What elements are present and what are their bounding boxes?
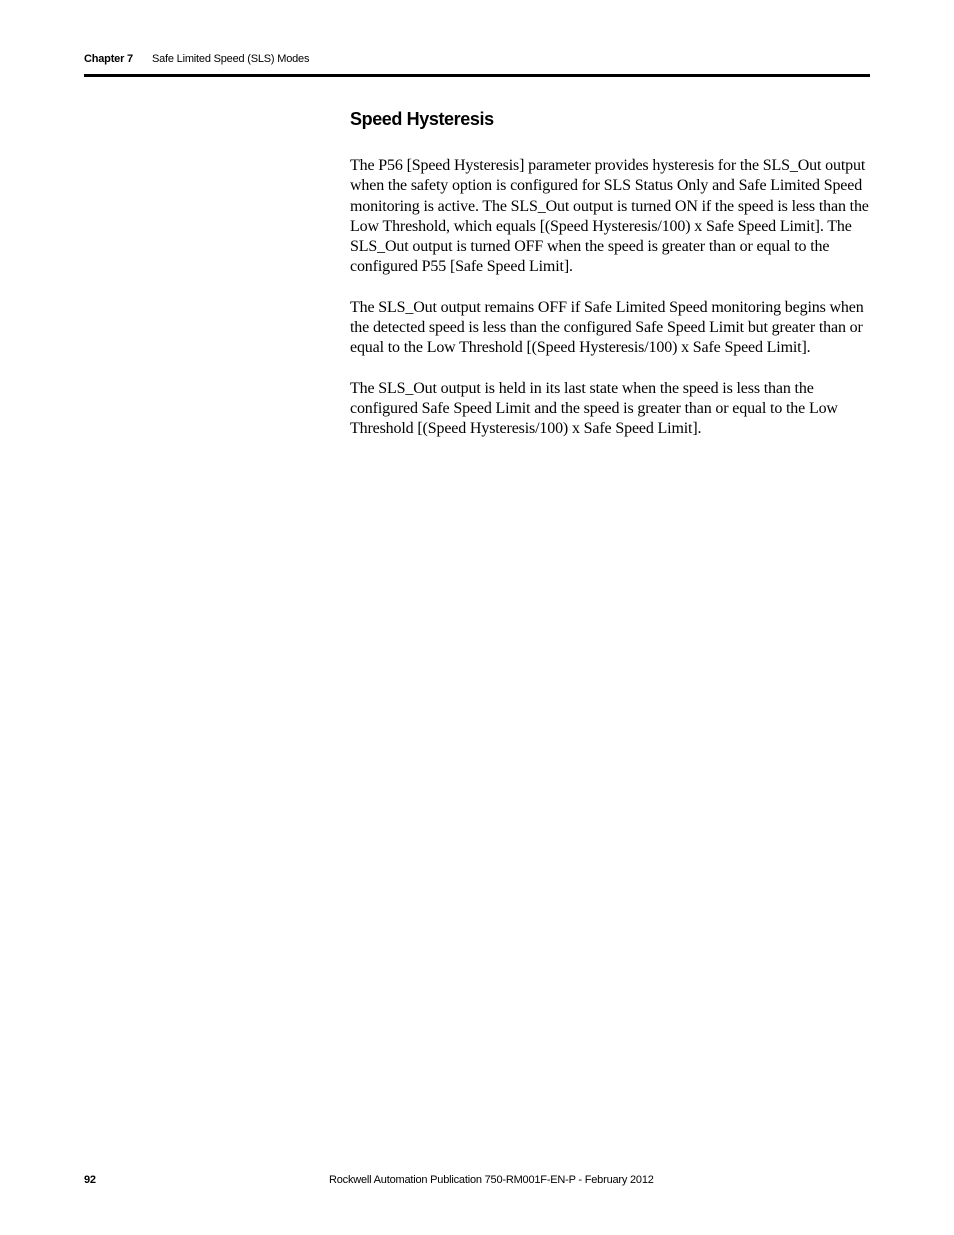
paragraph-output-held: The SLS_Out output is held in its last state when the speed is less than the configured Safe Speed Limit and the speed is greater than or equal to the Low Threshold [(Speed Hysteresis/100) x Safe Speed Limit]. [350,379,838,438]
publication-info: Rockwell Automation Publication 750-RM001F-EN-P - February 2012 [329,1174,654,1186]
chapter-label: Chapter 7 [84,53,133,65]
running-header [84,53,870,69]
header-rule [84,74,870,77]
section-heading: Speed Hysteresis [350,109,494,129]
paragraph-hysteresis-description: The P56 [Speed Hysteresis] parameter provides hysteresis for the SLS_Out output when the safety option is configured for SLS Status Only and Safe Limited Speed monitoring is active. The SLS_Out output is turned ON if the speed is less than the Low Threshold, which equals [(Speed Hysteresis/100) x Safe Speed Limit]. The SLS_Out output is turned OFF when the speed is greater than or equal to the configured P55 [Safe Speed Limit]. [350,157,869,276]
page-number: 92 [84,1174,96,1186]
paragraph-output-remains-off: The SLS_Out output remains OFF if Safe Limited Speed monitoring begins when the detected speed is less than the configured Safe Speed Limit but greater than or equal to the Low Threshold [(Speed Hysteresis/100) x Safe Speed Limit]. [350,298,864,357]
section-content [350,106,872,460]
chapter-title: Safe Limited Speed (SLS) Modes [152,53,310,65]
